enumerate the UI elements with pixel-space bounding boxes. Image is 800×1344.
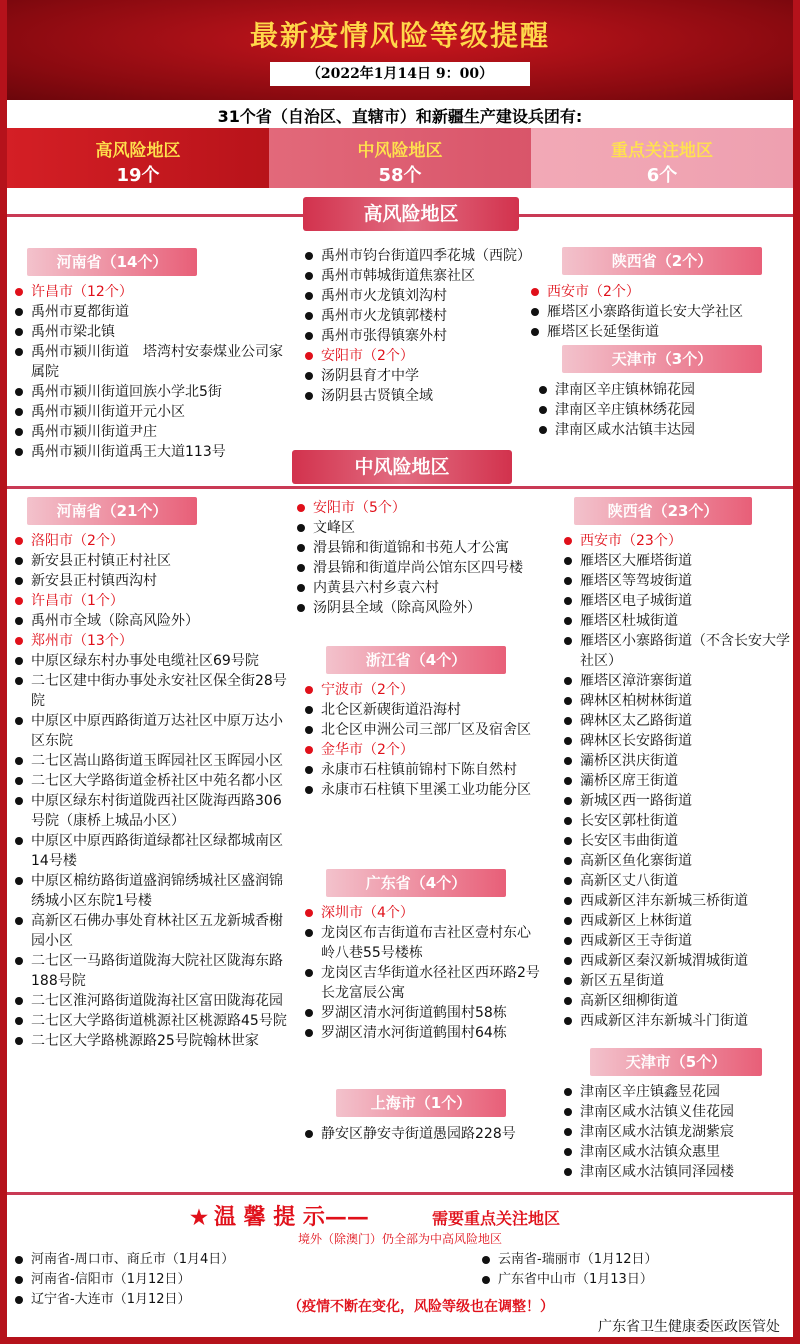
tips-list-right — [480, 1250, 780, 1290]
list-item: 汤阴县全域（除高风险外） — [295, 598, 563, 618]
list-item: 津南区辛庄镇鑫昱花园 — [562, 1082, 794, 1102]
date-stamp: （2022年1月14日 9：00） — [270, 62, 530, 86]
list-henan-high — [13, 282, 295, 462]
list-item: 二七区一马路街道陇海大院社区陇海东路188号院 — [13, 951, 288, 991]
province-henan-medium: 河南省（21个） — [27, 497, 197, 525]
province-shanghai-medium: 上海市（1个） — [336, 1089, 506, 1117]
tip-item: 广东省中山市（1月13日） — [480, 1270, 780, 1290]
stat-label: 重点关注地区 — [611, 141, 713, 161]
city-heading: 金华市（2个） — [303, 740, 537, 760]
list-item: 永康市石柱镇下里溪工业功能分区 — [303, 780, 537, 800]
list-item: 雁塔区长延堡街道 — [529, 322, 795, 342]
city-heading: 宁波市（2个） — [303, 680, 537, 700]
province-shaanxi-high: 陕西省（2个） — [562, 247, 762, 275]
list-item: 新安县正村镇西沟村 — [13, 571, 288, 591]
list-item: 禹州市颍川街道禹王大道113号 — [13, 442, 295, 462]
stats-bar — [7, 128, 793, 188]
list-item: 高新区丈八街道 — [562, 871, 794, 891]
item-list — [562, 1082, 794, 1182]
list-item: 西咸新区王寺街道 — [562, 931, 794, 951]
list-item: 禹州市梁北镇 — [13, 322, 295, 342]
list-item: 雁塔区漳浒寨街道 — [562, 671, 794, 691]
list-item: 北仑区申洲公司三部厂区及宿舍区 — [303, 720, 537, 740]
list-item: 中原区绿东村街道陇西社区陇海西路306号院（康桥上城品小区） — [13, 791, 288, 831]
list-item: 罗湖区清水河街道鹤围村64栋 — [303, 1023, 543, 1043]
issuer: 广东省卫生健康委医政医管处 — [598, 1319, 780, 1335]
list-item: 二七区大学路桃源路25号院翰林世家 — [13, 1031, 288, 1051]
list-item: 中原区棉纺路街道盛润锦绣城社区盛润锦绣城小区东院1号楼 — [13, 871, 288, 911]
tips-subtitle: 需要重点关注地区 — [432, 1209, 561, 1228]
divider — [7, 486, 793, 489]
list-item: 西咸新区沣东新城三桥街道 — [562, 891, 794, 911]
list-item: 津南区咸水沽镇丰达园 — [537, 420, 793, 440]
item-list — [303, 1124, 543, 1144]
list-guangdong-medium — [303, 903, 543, 1043]
province-guangdong-medium: 广东省（4个） — [326, 869, 506, 897]
list-item: 长安区韦曲街道 — [562, 831, 794, 851]
list-item: 文峰区 — [295, 518, 563, 538]
list-item: 雁塔区小寨路街道长安大学社区 — [529, 302, 795, 322]
province-tianjin-high: 天津市（3个） — [562, 345, 762, 373]
list-item: 静安区静安寺街道愚园路228号 — [303, 1124, 543, 1144]
city-heading: 安阳市（5个） — [295, 498, 563, 518]
medium-risk-banner: 中风险地区 — [292, 450, 512, 484]
list-item: 津南区辛庄镇林锦花园 — [537, 380, 793, 400]
stat-focus — [531, 128, 793, 188]
change-notice: （疫情不断在变化，风险等级也在调整！） — [288, 1299, 554, 1315]
list-item: 津南区辛庄镇林绣花园 — [537, 400, 793, 420]
list-item: 津南区咸水沽镇众惠里 — [562, 1142, 794, 1162]
province-zhejiang-medium: 浙江省（4个） — [326, 646, 506, 674]
list-item: 津南区咸水沽镇龙湖紫宸 — [562, 1122, 794, 1142]
subheading: 31个省（自治区、直辖市）和新疆生产建设兵团有: — [217, 107, 583, 126]
stat-count: 6个 — [646, 165, 678, 186]
city-heading: 许昌市（12个） — [13, 282, 295, 302]
list-item: 雁塔区电子城街道 — [562, 591, 794, 611]
list-item: 禹州市钧台街道四季花城（西院） — [303, 246, 531, 266]
list-item: 禹州市韩城街道焦寨社区 — [303, 266, 531, 286]
stat-label: 高风险地区 — [95, 141, 181, 161]
tips-title — [190, 1200, 369, 1231]
list-tianjin-medium — [562, 1082, 794, 1182]
list-item: 碑林区太乙路街道 — [562, 711, 794, 731]
list-item: 雁塔区大雁塔街道 — [562, 551, 794, 571]
list-shanghai-medium — [303, 1124, 543, 1144]
list-shaanxi-medium — [562, 531, 794, 1031]
tips-title-text: 温 馨 提 示—— — [213, 1204, 369, 1230]
list-item: 津南区咸水沽镇同泽园楼 — [562, 1162, 794, 1182]
item-list — [13, 282, 295, 462]
stat-label: 中风险地区 — [357, 141, 443, 161]
list-item: 禹州市火龙镇刘沟村 — [303, 286, 531, 306]
city-heading: 西安市（23个） — [562, 531, 794, 551]
list-item: 禹州市夏都街道 — [13, 302, 295, 322]
list-item: 新安县正村镇正村社区 — [13, 551, 288, 571]
list-item: 汤阴县育才中学 — [303, 366, 531, 386]
tips-note: 境外（除澳门）仍全部为中高风险地区 — [297, 1232, 502, 1246]
divider — [7, 1192, 793, 1195]
city-heading: 许昌市（1个） — [13, 591, 288, 611]
list-item: 龙岗区吉华街道水径社区西环路2号长龙富辰公寓 — [303, 963, 543, 1003]
list-item: 二七区大学路街道金桥社区中苑名都小区 — [13, 771, 288, 791]
stat-count: 58个 — [378, 165, 422, 186]
list-item: 内黄县六村乡袁六村 — [295, 578, 563, 598]
city-heading: 安阳市（2个） — [303, 346, 531, 366]
list-item: 新城区西一路街道 — [562, 791, 794, 811]
list-item: 北仑区新碶街道沿海村 — [303, 700, 537, 720]
province-shaanxi-medium: 陕西省（23个） — [574, 497, 752, 525]
list-item: 西咸新区上林街道 — [562, 911, 794, 931]
list-item: 碑林区长安路街道 — [562, 731, 794, 751]
list-item: 二七区淮河路街道陇海社区富田陇海花园 — [13, 991, 288, 1011]
list-item: 雁塔区小寨路街道（不含长安大学社区） — [562, 631, 794, 671]
high-risk-banner: 高风险地区 — [303, 197, 519, 231]
list-item: 禹州市颍川街道尹庄 — [13, 422, 295, 442]
list-item: 二七区大学路街道桃源社区桃源路45号院 — [13, 1011, 288, 1031]
page-title: 最新疫情风险等级提醒 — [249, 19, 550, 52]
tip-item: 河南省-周口市、商丘市（1月4日） — [13, 1250, 333, 1270]
list-item: 中原区中原西路街道绿都社区绿都城南区14号楼 — [13, 831, 288, 871]
list-item: 滑县锦和街道锦和书苑人才公寓 — [295, 538, 563, 558]
item-list — [303, 680, 537, 800]
city-heading: 洛阳市（2个） — [13, 531, 288, 551]
list-item: 汤阴县古贤镇全域 — [303, 386, 531, 406]
stat-medium — [269, 128, 531, 188]
item-list — [13, 531, 288, 1051]
province-tianjin-medium: 天津市（5个） — [590, 1048, 762, 1076]
list-item: 禹州市火龙镇郭楼村 — [303, 306, 531, 326]
list-item: 雁塔区杜城街道 — [562, 611, 794, 631]
tip-item: 河南省-信阳市（1月12日） — [13, 1270, 333, 1290]
list-item: 二七区嵩山路街道玉晖园社区玉晖园小区 — [13, 751, 288, 771]
list-item: 中原区绿东村办事处电缆社区69号院 — [13, 651, 288, 671]
list-anyang-medium — [295, 498, 563, 618]
stat-high — [7, 128, 269, 188]
list-item: 灞桥区席王街道 — [562, 771, 794, 791]
list-item: 灞桥区洪庆街道 — [562, 751, 794, 771]
list-item: 中原区中原西路街道万达社区中原万达小区东院 — [13, 711, 288, 751]
list-item: 高新区鱼化寨街道 — [562, 851, 794, 871]
item-list — [562, 531, 794, 1031]
list-item: 西咸新区秦汉新城渭城街道 — [562, 951, 794, 971]
province-henan-high: 河南省（14个） — [27, 248, 197, 276]
list-item: 碑林区柏树林街道 — [562, 691, 794, 711]
list-shaanxi-high — [529, 282, 795, 342]
list-item: 高新区石佛办事处育林社区五龙新城香榭园小区 — [13, 911, 288, 951]
list-item: 滑县锦和街道岸尚公馆东区四号楼 — [295, 558, 563, 578]
list-zhejiang-medium — [303, 680, 537, 800]
item-list — [303, 246, 531, 406]
list-item: 高新区细柳街道 — [562, 991, 794, 1011]
city-heading: 郑州市（13个） — [13, 631, 288, 651]
list-item: 永康市石柱镇前锦村下陈自然村 — [303, 760, 537, 780]
city-heading: 西安市（2个） — [529, 282, 795, 302]
list-item: 禹州市张得镇寨外村 — [303, 326, 531, 346]
list-item: 禹州市全域（除高风险外） — [13, 611, 288, 631]
list-item: 新区五星街道 — [562, 971, 794, 991]
list-tianjin-high — [537, 380, 793, 440]
tip-item: 云南省-瑞丽市（1月12日） — [480, 1250, 780, 1270]
item-list — [295, 498, 563, 618]
list-item: 西咸新区沣东新城斗门街道 — [562, 1011, 794, 1031]
list-item: 长安区郭杜街道 — [562, 811, 794, 831]
stat-count: 19个 — [116, 165, 160, 186]
list-henan-medium — [13, 531, 288, 1051]
list-item: 龙岗区布吉街道布吉社区壹村东心岭八巷55号楼栋 — [303, 923, 543, 963]
item-list — [529, 282, 795, 342]
city-heading: 深圳市（4个） — [303, 903, 543, 923]
list-item: 雁塔区等驾坡街道 — [562, 571, 794, 591]
list-item: 禹州市颍川街道回族小学北5街 — [13, 382, 295, 402]
star-icon: ★ — [190, 1205, 208, 1229]
list-item: 津南区咸水沽镇义佳花园 — [562, 1102, 794, 1122]
item-list — [303, 903, 543, 1043]
list-henan-high-cont — [303, 246, 531, 406]
list-item: 二七区建中街办事处永安社区保全街28号院 — [13, 671, 288, 711]
list-item: 禹州市颍川街道 塔湾村安泰煤业公司家属院 — [13, 342, 295, 382]
list-item: 罗湖区清水河街道鹤围村58栋 — [303, 1003, 543, 1023]
tip-item: 辽宁省-大连市（1月12日） — [13, 1290, 333, 1310]
tips-list-left — [13, 1250, 333, 1310]
list-item: 禹州市颍川街道开元小区 — [13, 402, 295, 422]
item-list — [537, 380, 793, 440]
